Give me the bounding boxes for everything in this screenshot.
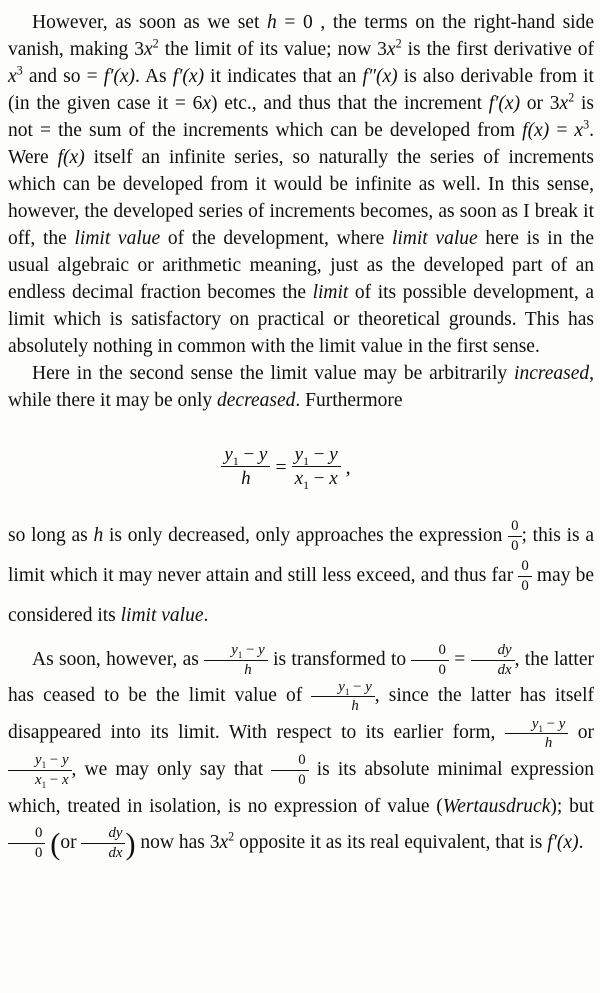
display-equation: $\frac{y_1 - y}{h}$ = $\frac{y_1 - y}{x_1 - x}$ , xyxy=(8,444,564,490)
inline-fraction: $\frac{y_1 - y}{x_1 - x}$ xyxy=(292,444,341,490)
big-parenthesis: ( xyxy=(50,826,61,861)
inline-fraction: $\frac{y_1 - y}{h}$ xyxy=(311,679,375,715)
inline-fraction: $\frac{dy}{dx}$ xyxy=(81,825,125,861)
inline-fraction: $\frac{y_1 - y}{h}$ xyxy=(204,642,268,678)
inline-fraction: $\frac{y_1 - y}{x_1 - x}$ xyxy=(8,752,72,788)
paragraph-however: However, as soon as we set h = 0 , the terms on the right-hand side vanish, making $3x^2$ the limit of its value; now $3x^2$ is the first derivative of $x^3$ and so = f′(x). As f′(x) it indicates that an f″(x) is also derivable from it (in the given case it = 6x) etc., and thus that the increment f′(x) or $3x^2$ is not = the sum of the increments which can be developed from $f(x) = x^3$. Were f(x) itself an infinite series, so naturally the series of increments which can be developed from it would be infinite as well. In this sense, however, the developed series of increments becomes, as soon as I break it off, the limit value of the development, where limit value here is in the usual algebraic or arithmetic meaning, just as the developed part of an endless decimal fraction becomes the limit of its possible development, a limit which is satisfactory on practical or theoretical grounds. This has absolutely nothing in common with the limit value in the first sense. xyxy=(8,12,595,357)
inline-fraction: $\frac{y_1 - y}{h}$ xyxy=(221,444,270,490)
inline-fraction: $\frac{0}{0}$ xyxy=(271,752,308,788)
big-parenthesis: ) xyxy=(125,826,136,861)
inline-fraction: $\frac{0}{0}$ xyxy=(518,558,531,594)
paragraph-here-second-sense: Here in the second sense the limit value may be arbitrarily increased, while there it may be only decreased. Furthermore xyxy=(8,363,594,411)
inline-fraction: $\frac{y_1 - y}{h}$ xyxy=(505,716,569,752)
paragraph-so-long-as-h: so long as h is only decreased, only approaches the expression $\frac{0}{0}$ ; this is a limit which it may never attain and still less exceed, and thus far $\frac{0}{0}$ may be considered its limit value. xyxy=(8,518,594,626)
inline-fraction: $\frac{dy}{dx}$ xyxy=(471,642,515,678)
paragraph-as-soon-however: As soon, however, as $\frac{y_1 - y}{h}$ is transformed to $\frac{0}{0}$ = $\frac{dy}{dx}$ , the latter has ceased to be the limit value of $\frac{y_1 - y}{h}$ , since the latter has itself disappeared into its limit. With respect to its earlier form, $\frac{y_1 - y}{h}$ or $\frac{y_1 - y}{x_1 - x}$ , we may only say that $\frac{0}{0}$ is its absolute minimal expression which, treated in isolation, is no expression of value (Wertausdruck); but $\frac{0}{0}$ (or $\frac{dy}{dx}$ ) now has $3x^2$ opposite it as its real equivalent, that is f′(x). xyxy=(8,642,595,861)
inline-fraction: $\frac{0}{0}$ xyxy=(411,642,448,678)
inline-fraction: $\frac{0}{0}$ xyxy=(8,825,45,861)
inline-fraction: $\frac{0}{0}$ xyxy=(508,518,521,554)
